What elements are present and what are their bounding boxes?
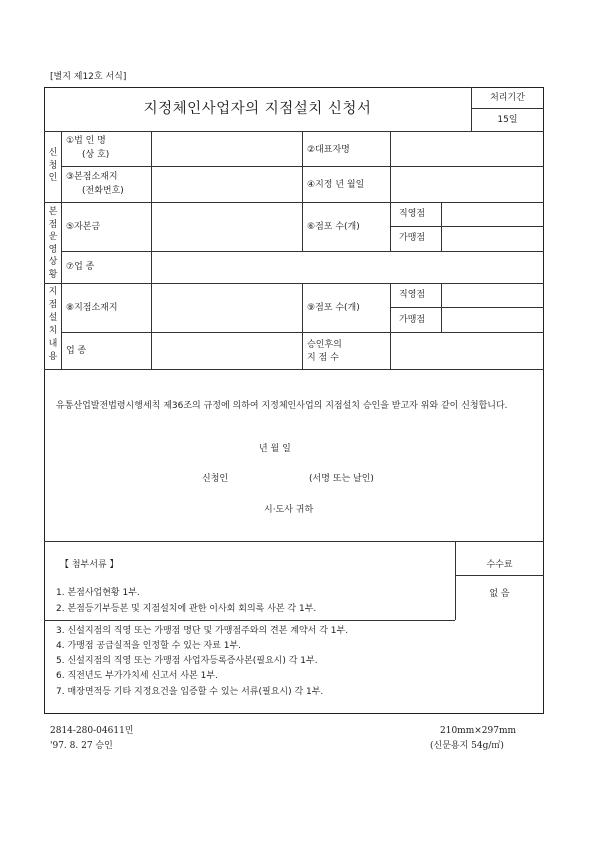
- signature-note: (서명 또는 날인): [309, 474, 374, 484]
- rep-name-label: ②대표자명: [307, 145, 350, 155]
- divider-attach-1: [44, 620, 455, 621]
- divider-applicant: [44, 202, 544, 203]
- paper-weight: (신문용지 54g/㎡): [430, 741, 504, 751]
- date-line: 년 월 일: [259, 444, 291, 454]
- post-approval-label: 승인후의: [307, 340, 342, 350]
- corp-name-label: ①법 인 명: [66, 136, 106, 146]
- divider-fee: [455, 575, 544, 576]
- divider-mid-app: [302, 131, 303, 202]
- corp-name-label-sub: (상 호): [82, 150, 110, 160]
- attachments-header: 【 첨부서류 】: [60, 560, 119, 570]
- branch-business-type-label: 업 종: [66, 346, 87, 356]
- hq-ops-side-label: 본 점 운 영 상 황: [48, 207, 58, 280]
- divider-mid2-app: [390, 131, 391, 202]
- attachment-item: 6. 직전년도 부가가치세 신고서 사본 1부.: [56, 671, 218, 681]
- divider-hq-business: [61, 251, 544, 252]
- divider-hq-stores: [390, 226, 544, 227]
- hq-address-label: ③본점소재지: [66, 172, 118, 182]
- capital-label: ⑤자본금: [66, 222, 101, 232]
- applicant-signature-label: 신청인: [202, 474, 229, 484]
- post-approval-label-sub: 지 점 수: [307, 353, 339, 363]
- designation-date-label: ④지정 년 월일: [307, 180, 365, 190]
- divider-mid2-hq: [390, 202, 391, 251]
- attachment-item: 1. 본점사업현황 1부.: [56, 588, 140, 598]
- divider-hq: [44, 283, 544, 284]
- processing-period-label: 처리기간: [490, 93, 525, 103]
- paper-size: 210mm×297mm: [440, 726, 517, 736]
- hq-direct-store-label: 직영점: [399, 209, 426, 219]
- hq-phone-label: (전화번호): [82, 186, 124, 196]
- divider-processing: [471, 108, 544, 109]
- divider-side-label: [61, 131, 62, 369]
- divider-mid3-branch: [441, 283, 442, 332]
- divider-label-col: [151, 131, 152, 369]
- branch-address-label: ⑧지점소재지: [66, 303, 118, 313]
- attachment-item: 3. 신설지점의 직영 또는 가맹점 명단 및 가맹점주와의 견본 계약서 각 1부.: [56, 626, 349, 636]
- branch-franchise-store-label: 가맹점: [399, 315, 426, 325]
- hq-store-count-label: ⑥점포 수(개): [307, 222, 360, 232]
- applicant-side-label: 신 청 인: [48, 148, 58, 183]
- form-number-label: [별지 제12호 서식]: [50, 72, 127, 82]
- divider-mid3-hq: [441, 202, 442, 251]
- fee-value: 없 음: [489, 589, 510, 599]
- branch-store-count-label: ⑨점포 수(개): [307, 303, 360, 313]
- declaration-text: 유통산업발전법령시행세칙 제36조의 규정에 의하여 지정체인사업의 지점설치 승인을 받고자 위와 같이 신청합니다.: [56, 401, 508, 411]
- hq-business-type-label: ⑦업 종: [66, 262, 95, 272]
- branch-side-label: 지 점 설 치 내 용: [48, 287, 58, 362]
- divider-mid-branch: [302, 283, 303, 369]
- divider-table-end: [44, 369, 544, 370]
- hq-franchise-store-label: 가맹점: [399, 233, 426, 243]
- divider-mid2-branch: [390, 283, 391, 369]
- attachment-item: 5. 신설지점의 직영 또는 가맹점 사업자등록증사본(필요시) 각 1부.: [56, 656, 318, 666]
- attachment-item: 7. 매장면적등 기타 지정요건을 입증할 수 있는 서류(필요시) 각 1부.: [56, 687, 324, 697]
- recipient-line: 시·도사 귀하: [264, 505, 314, 515]
- processing-period-value: 15일: [497, 115, 518, 125]
- divider-fee-v: [455, 541, 456, 620]
- divider-mid-hq: [302, 202, 303, 251]
- approval-date: '97. 8. 27 승인: [50, 741, 113, 751]
- branch-direct-store-label: 직영점: [399, 290, 426, 300]
- attachment-item: 4. 가맹점 공급실적을 인정할 수 있는 자료 1부.: [56, 641, 241, 651]
- form-title: 지정체인사업자의 지점설치 신청서: [143, 101, 372, 117]
- attachment-item: 2. 본점등기부등본 및 지점설치에 관한 이사회 회의록 사본 각 1부.: [56, 604, 317, 614]
- divider-attachments: [44, 541, 544, 542]
- form-code: 2814-280-04611민: [50, 726, 134, 736]
- divider-title: [44, 131, 544, 132]
- divider-branch-stores: [390, 307, 544, 308]
- fee-label: 수수료: [486, 560, 513, 570]
